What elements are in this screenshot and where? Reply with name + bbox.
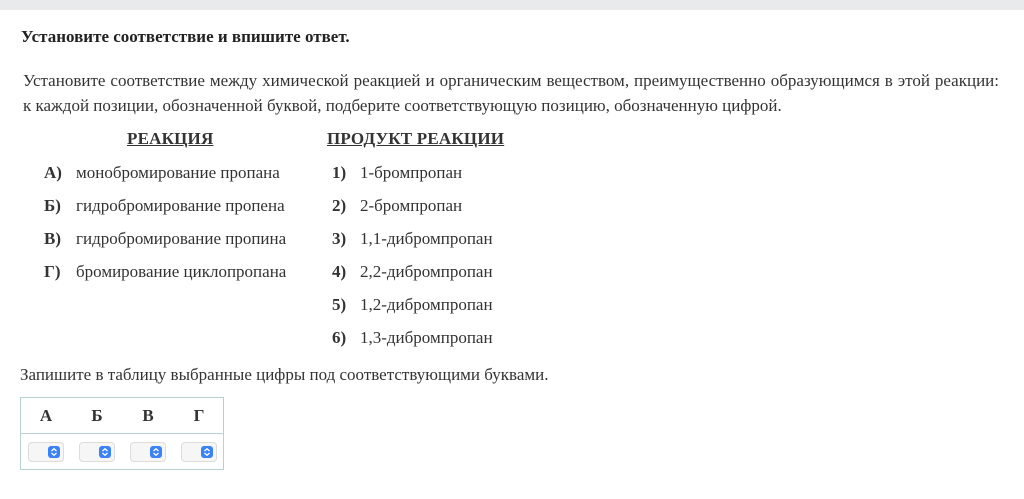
product-item [332, 328, 493, 348]
product-number: 1) [332, 163, 347, 182]
answer-header-a: А [39, 406, 53, 425]
answer-header-v: В [142, 406, 154, 425]
chevron-up-down-icon [48, 446, 60, 458]
product-number: 4) [332, 262, 347, 281]
reaction-letter: Б) [44, 196, 61, 215]
product-text: 1,3-дибромпропан [360, 328, 493, 347]
product-item [332, 229, 493, 249]
chevron-up-down-icon [201, 446, 213, 458]
product-text: 2,2-дибромпропан [360, 262, 493, 281]
answer-select-g[interactable] [181, 442, 217, 462]
answer-instruction: Запишите в таблицу выбранные цифры под соответствующими буквами. [20, 365, 549, 384]
task-text: Установите соответствие между химической реакцией и органическим веществом, преимущественно образующимся в этой реакции: к каждой позиции, обозначенной буквой, подберите соответствующую позицию, обозначенную цифрой. [23, 71, 999, 115]
product-item [332, 262, 493, 282]
reaction-text: гидробромирование пропена [76, 196, 285, 215]
reaction-item [44, 196, 285, 216]
answer-select-v[interactable] [130, 442, 166, 462]
reaction-item [44, 163, 280, 183]
reaction-item [44, 229, 286, 249]
answer-table [20, 397, 224, 470]
product-number: 6) [332, 328, 347, 347]
product-item [332, 163, 462, 183]
reaction-text: монобромирование пропана [76, 163, 280, 182]
product-number: 3) [332, 229, 347, 248]
product-item [332, 196, 462, 216]
reaction-text: бромирование циклопропана [76, 262, 287, 281]
chevron-up-down-icon [150, 446, 162, 458]
product-text: 1-бромпропан [360, 163, 463, 182]
top-bar [0, 0, 1024, 10]
chevron-up-down-icon [99, 446, 111, 458]
answer-select-b[interactable] [79, 442, 115, 462]
reaction-item [44, 262, 286, 282]
answer-table-header [21, 398, 223, 434]
reaction-letter: В) [44, 229, 61, 248]
product-number: 5) [332, 295, 347, 314]
task-title: Установите соответствие и впишите ответ. [21, 27, 350, 46]
product-text: 1,2-дибромпропан [360, 295, 493, 314]
product-text: 2-бромпропан [360, 196, 463, 215]
reaction-letter: А) [44, 163, 62, 182]
reaction-letter: Г) [44, 262, 61, 281]
product-text: 1,1-дибромпропан [360, 229, 493, 248]
answer-select-a[interactable] [28, 442, 64, 462]
product-item [332, 295, 493, 315]
answer-header-g: Г [193, 406, 205, 425]
reaction-text: гидробромирование пропина [76, 229, 287, 248]
answer-header-b: Б [91, 406, 103, 425]
reaction-column-header: РЕАКЦИЯ [127, 129, 214, 148]
product-column-header: ПРОДУКТ РЕАКЦИИ [327, 129, 505, 148]
product-number: 2) [332, 196, 347, 215]
